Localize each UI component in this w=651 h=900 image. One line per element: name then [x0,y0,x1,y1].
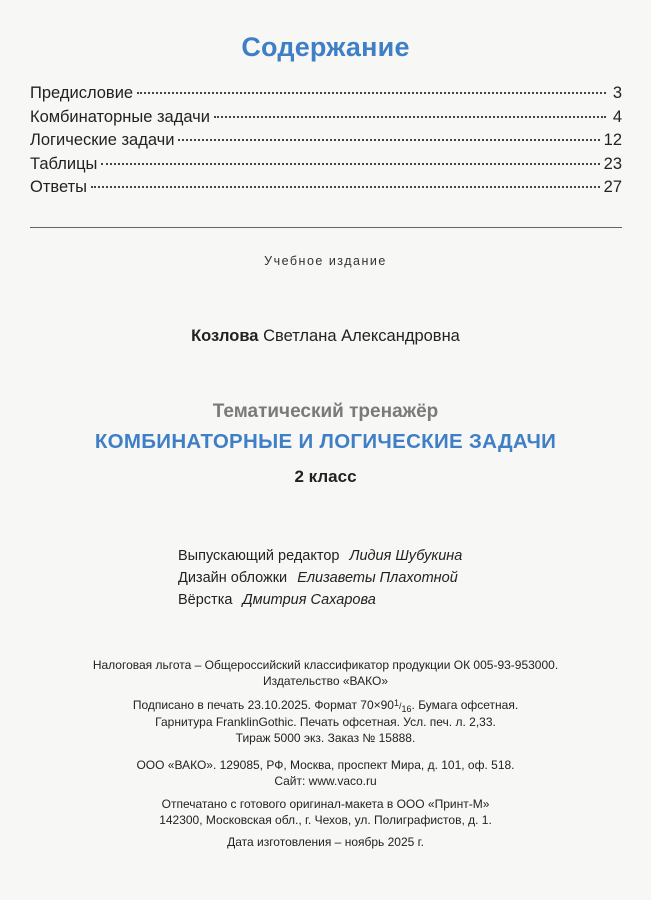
tax-line: Налоговая льгота – Общероссийский классификатор продукции ОК 005-93-953000. [92,658,559,672]
toc-entry-label: Логические задачи [30,131,175,149]
author [0,327,651,346]
credit-row [178,592,462,614]
edition-type: Учебное издание [264,254,387,268]
toc-entry-page: 27 [603,178,622,196]
publisher-address: ООО «ВАКО». 129085, РФ, Москва, проспект Мира, д. 101, оф. 518. [136,758,515,772]
book-series: Тематический тренажёр [212,401,439,422]
toc-entry [30,108,622,132]
print-info [0,697,651,746]
fraction-numerator: 1 [393,698,399,708]
toc-leader-dots [214,116,606,118]
toc-entry [30,155,622,179]
divider [30,227,622,228]
toc-entry-page: 23 [603,154,622,173]
credit-role: Вёрстка [178,592,233,608]
toc-entry [30,131,622,155]
print-typeface-line: Гарнитура FranklinGothic. Печать офсетная. Усл. печ. л. 2,33. [155,715,496,729]
toc-entry-label: Предисловие [30,84,134,102]
printer-name: Отпечатано с готового оригинал-макета в ООО «Принт-М» [161,797,490,811]
print-run-line: Тираж 5000 экз. Заказ № 15888. [235,731,416,745]
print-format-text: Подписано в печать 23.10.2025. Формат 70×90 [132,698,394,712]
format-fraction: 1/16 [393,698,412,714]
credits [178,548,462,614]
credit-name: Дмитрия Сахарова [242,592,376,608]
credit-name: Лидия Шубукина [349,548,463,564]
credit-name: Елизаветы Плахотной [297,570,458,586]
printer-address: 142300, Московская обл., г. Чехов, ул. Полиграфистов, д. 1. [159,813,492,827]
publisher-name: Издательство «ВАКО» [262,674,389,688]
toc-leader-dots [178,139,599,141]
credit-role: Выпускающий редактор [178,548,340,564]
manufacture-date: Дата изготовления – ноябрь 2025 г. [227,835,424,849]
credit-row [178,548,462,570]
toc-leader-dots [137,92,606,94]
printer-info [0,796,651,828]
toc-entry-page: 3 [612,84,622,102]
toc-leader-dots [91,186,600,188]
book-grade: 2 класс [294,467,357,486]
toc-entry-label: Комбинаторные задачи [30,107,210,126]
publisher-info [0,757,651,789]
fraction-denominator: 16 [401,704,412,714]
toc-leader-dots [101,163,599,165]
author-surname: Козлова [191,327,259,345]
credit-row [178,570,462,592]
book-title: КОМБИНАТОРНЫЕ И ЛОГИЧЕСКИЕ ЗАДАЧИ [94,430,557,453]
toc-entry-label: Ответы [30,178,88,196]
table-of-contents [30,84,622,202]
toc-entry [30,84,622,108]
print-format-line [0,697,651,714]
toc-entry [30,178,622,202]
credit-role: Дизайн обложки [178,570,288,586]
toc-entry-page: 12 [603,131,622,149]
publisher-website: Сайт: www.vaco.ru [274,774,377,788]
toc-title: Содержание [241,32,410,62]
author-given-names: Светлана Александровна [263,327,460,345]
tax-info [0,657,651,689]
toc-entry-page: 4 [612,107,622,126]
print-paper-text: . Бумага офсетная. [411,698,519,712]
toc-entry-label: Таблицы [30,154,98,173]
